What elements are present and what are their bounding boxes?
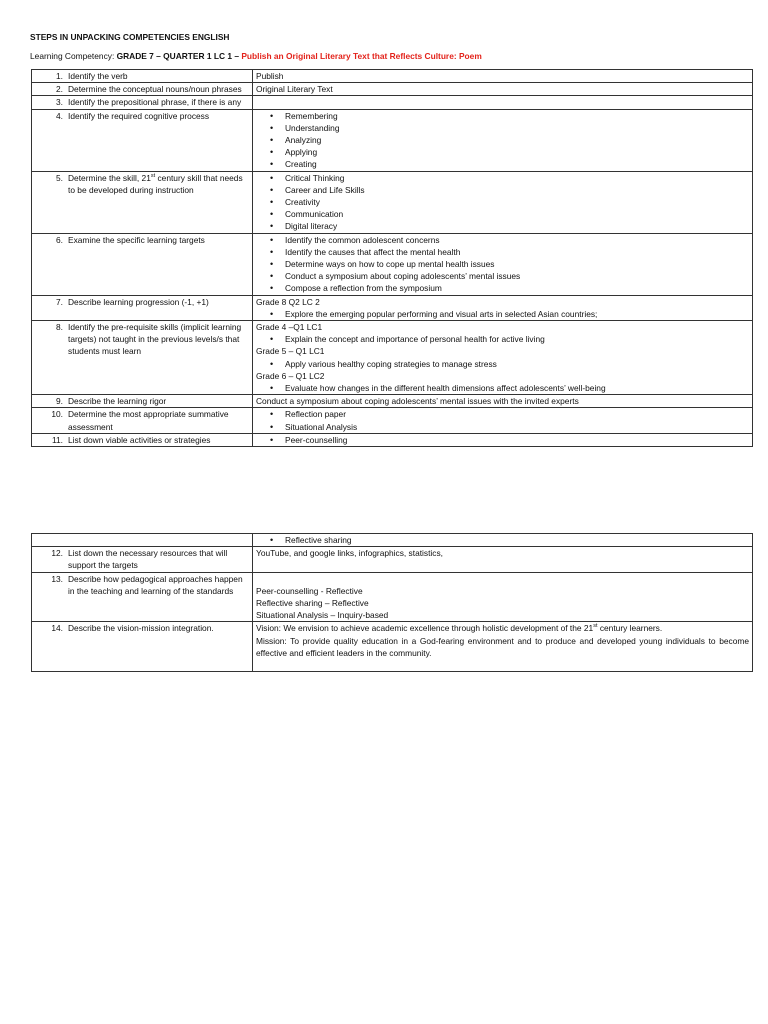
step-cell — [32, 408, 253, 433]
bullet-list — [256, 434, 749, 446]
list-item: • Applying — [270, 146, 749, 158]
answer-cell — [253, 171, 753, 233]
step-cell — [32, 321, 253, 395]
step-cell — [32, 83, 253, 96]
list-item: • Explore the emerging popular performing and visual arts in selected Asian countries; — [270, 308, 749, 320]
grade-heading: Grade 4 –Q1 LC1 — [256, 322, 323, 333]
step-cell — [32, 171, 253, 233]
document-title: STEPS IN UNPACKING COMPETENCIES ENGLISH — [30, 32, 230, 42]
superscript: st — [150, 172, 156, 179]
table-row — [32, 171, 753, 233]
answer-text: Grade 8 Q2 LC 2 — [256, 296, 320, 307]
answer-cell — [253, 408, 753, 433]
grade-heading: Grade 6 – Q1 LC2 — [256, 370, 325, 381]
step-number: 9. — [56, 396, 63, 407]
learning-competency-line — [30, 50, 482, 62]
step-cell — [32, 70, 253, 83]
step-cell — [32, 96, 253, 109]
lc-prefix: Learning Competency: — [30, 51, 117, 61]
step-label-part: century skill that needs to be developed during instruction — [68, 172, 243, 195]
list-item: • Reflection paper — [270, 408, 749, 420]
answer-cell — [253, 70, 753, 83]
list-item: • Communication — [270, 208, 749, 220]
list-item: • Creating — [270, 158, 749, 170]
step-number: 4. — [56, 110, 63, 121]
table-row — [32, 83, 753, 96]
answer-text: Conduct a symposium about coping adolescents’ mental issues with the invited experts — [256, 396, 579, 407]
step-label: Describe learning progression (-1, +1) — [68, 296, 209, 307]
list-item: • Situational Analysis — [270, 421, 749, 433]
step-label: Identify the required cognitive process — [68, 110, 210, 121]
step-cell — [32, 233, 253, 295]
list-item: • Apply various healthy coping strategies to manage stress — [270, 358, 749, 370]
bullet-list — [256, 234, 749, 295]
step-number: 1. — [56, 71, 63, 81]
step-number: 7. — [56, 296, 63, 307]
answer-text: Original Literary Text — [256, 84, 333, 95]
step-label: List down viable activities or strategies — [68, 434, 211, 445]
answer-text: YouTube, and google links, infographics, statistics, — [256, 548, 443, 559]
lc-competency: Publish an Original Literary Text that Reflects Culture: Poem — [241, 51, 482, 61]
table-row — [32, 96, 753, 109]
step-number: 12. — [51, 548, 63, 559]
step-number: 2. — [56, 84, 63, 95]
list-item: • Identify the common adolescent concerns — [270, 234, 749, 246]
answer-cell — [253, 547, 753, 572]
table-row — [32, 547, 753, 572]
answer-cell — [253, 321, 753, 395]
mission-statement: Mission: To provide quality education in a God-fearing environment and to produce and developed young individuals to become effective and efficient leaders in the community. — [256, 635, 749, 658]
step-label: Examine the specific learning targets — [68, 234, 205, 245]
table-row — [32, 295, 753, 320]
list-item: • Evaluate how changes in the different health dimensions affect adolescents’ well-being — [270, 382, 749, 394]
step-label-part: Determine the skill, 21 — [68, 172, 151, 183]
grade-heading: Grade 5 – Q1 LC1 — [256, 346, 325, 357]
table-row — [32, 395, 753, 408]
list-item: • Reflective sharing — [270, 534, 749, 546]
answer-text: Situational Analysis – Inquiry-based — [256, 610, 389, 621]
list-item: • Conduct a symposium about coping adolescents’ mental issues — [270, 270, 749, 282]
step-number: 14. — [51, 623, 63, 634]
step-number: 6. — [56, 234, 63, 245]
step-label — [68, 172, 249, 196]
bullet-list — [256, 358, 749, 370]
list-item: • Career and Life Skills — [270, 184, 749, 196]
answer-cell — [253, 295, 753, 320]
answer-cell — [253, 572, 753, 622]
bullet-list — [256, 333, 749, 345]
competency-table-page-2 — [31, 533, 753, 672]
answer-text: Publish — [256, 71, 284, 81]
step-number: 13. — [51, 573, 63, 584]
table-row — [32, 70, 753, 83]
vision-statement — [256, 622, 749, 634]
step-label: Identify the verb — [68, 71, 128, 81]
list-item: • Identify the causes that affect the mental health — [270, 246, 749, 258]
step-number: 5. — [56, 172, 63, 183]
answer-cell — [253, 96, 753, 109]
answer-text: Reflective sharing – Reflective — [256, 598, 369, 609]
step-label: Describe how pedagogical approaches happen in the teaching and learning of the standards — [68, 573, 243, 596]
list-item: • Creativity — [270, 196, 749, 208]
table-row — [32, 233, 753, 295]
step-number: 11. — [51, 434, 63, 445]
vision-text: Vision: We envision to achieve academic excellence through holistic development of the 21 — [256, 623, 594, 634]
list-item: • Determine ways on how to cope up mental health issues — [270, 258, 749, 270]
bullet-list — [256, 382, 749, 394]
answer-cell — [253, 534, 753, 547]
step-label: Determine the most appropriate summative assessment — [68, 409, 229, 432]
table-row — [32, 321, 753, 395]
step-cell — [32, 547, 253, 572]
step-cell — [32, 572, 253, 622]
step-cell — [32, 295, 253, 320]
list-item: • Digital literacy — [270, 220, 749, 232]
bullet-list — [256, 408, 749, 432]
step-cell — [32, 622, 253, 672]
list-item: • Explain the concept and importance of personal health for active living — [270, 333, 749, 345]
step-number: 10. — [51, 409, 63, 420]
answer-cell — [253, 622, 753, 672]
step-label: Describe the vision-mission integration. — [68, 623, 214, 634]
answer-text: Peer-counselling - Reflective — [256, 585, 363, 596]
answer-cell — [253, 233, 753, 295]
step-label: Identify the pre-requisite skills (implicit learning targets) not taught in the previous levels/s that students must learn — [68, 322, 242, 357]
table-row — [32, 408, 753, 433]
answer-cell — [253, 433, 753, 446]
competency-table-page-1 — [31, 69, 753, 447]
table-row — [32, 572, 753, 622]
list-item: • Remembering — [270, 110, 749, 122]
list-item: • Peer-counselling — [270, 434, 749, 446]
bullet-list — [256, 308, 749, 320]
step-cell — [32, 395, 253, 408]
step-label: Describe the learning rigor — [68, 396, 167, 407]
list-item: • Critical Thinking — [270, 172, 749, 184]
step-label: Determine the conceptual nouns/noun phrases — [68, 84, 242, 95]
bullet-list — [256, 534, 749, 546]
list-item: • Understanding — [270, 122, 749, 134]
list-item: • Compose a reflection from the symposium — [270, 282, 749, 294]
answer-cell — [253, 109, 753, 171]
step-label: Identify the prepositional phrase, if there is any — [68, 97, 242, 108]
step-cell — [32, 433, 253, 446]
list-item: • Analyzing — [270, 134, 749, 146]
table-row — [32, 433, 753, 446]
answer-text — [256, 573, 749, 585]
step-number: 3. — [56, 97, 63, 108]
vision-text: century learners. — [597, 623, 663, 634]
step-number: 8. — [56, 322, 63, 333]
bullet-list — [256, 172, 749, 233]
table-row — [32, 622, 753, 672]
answer-cell — [253, 395, 753, 408]
step-cell — [32, 109, 253, 171]
step-cell — [32, 534, 253, 547]
lc-grade: GRADE 7 – QUARTER 1 LC 1 – — [116, 51, 239, 61]
superscript: st — [593, 623, 598, 630]
bullet-list — [256, 110, 749, 171]
table-row — [32, 109, 753, 171]
answer-cell — [253, 83, 753, 96]
table-row — [32, 534, 753, 547]
step-label: List down the necessary resources that will support the targets — [68, 548, 228, 571]
